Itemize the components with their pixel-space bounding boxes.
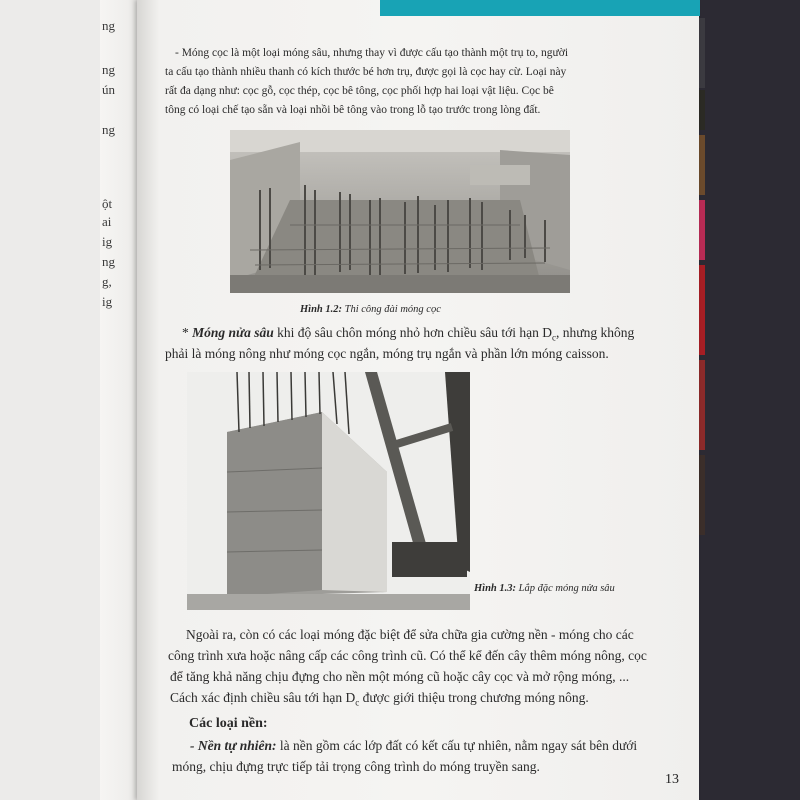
paragraph-line: công trình xưa hoặc nâng cấp các công trình cũ. Có thể kể đến cây thêm móng nông, cọc [168,648,647,663]
section-heading: Các loại nền: [189,716,268,731]
paragraph-text: khi độ sâu chôn móng nhỏ hơn chiều sâu tới hạn D [277,325,552,340]
paragraph-line: để tăng khả năng chịu đựng cho nền một móng cũ hoặc cây cọc và mở rộng móng, ... [170,669,630,684]
figure-caption [474,583,615,594]
term-mong-nua-sau: Móng nửa sâu [192,325,274,340]
paragraph-line: móng, chịu đựng trực tiếp tải trọng công trình do móng truyền sang. [172,759,540,774]
subscript: c [355,697,360,708]
left-page-fragment: ng [102,254,115,269]
paragraph-line [170,687,589,714]
page-number: 13 [665,772,679,787]
subscript: c [552,332,556,343]
bullet-marker: * [182,325,189,340]
left-page-fragment: ột [102,196,113,211]
paragraph-line: rất đa dạng như: cọc gỗ, cọc thép, cọc bê tông, cọc phối hợp hai loại vật liệu. Cọc bê [165,85,554,97]
figure-caption-text: Thi công đài móng cọc [344,304,441,315]
left-page-fragment: ai [102,214,112,229]
paragraph-line: Ngoài ra, còn có các loại móng đặc biệt để sửa chữa gia cường nền - móng cho các [186,627,634,642]
figure-caption-text: Lắp đặc móng nửa sâu [518,583,615,594]
left-page-fragment: ún [102,82,115,97]
term-nen-tu-nhien: - Nền tự nhiên: [190,738,277,753]
left-page-fragment: ig [102,234,113,249]
paragraph-text: , nhưng không [556,325,635,340]
paragraph-text: được giới thiệu trong chương móng nông. [359,690,589,705]
left-page-fragment: ng [102,122,115,137]
page-top-edge [380,0,700,16]
left-page-fragment: g, [102,274,112,289]
left-page-fragment: ng [102,62,115,77]
left-page-fragment: ng [102,18,115,33]
left-page-edge [100,0,140,800]
paragraph-line: tông có loại chế tạo sẵn và loại nhồi bê tông vào trong lỗ tạo trước trong lòng đất. [165,104,541,116]
paragraph-line: ta cấu tạo thành nhiều thanh có kích thước bé hơn trụ, được gọi là cọc hay cừ. Loại này [165,66,567,78]
paragraph-line: phải là móng nông như móng cọc ngắn, móng trụ ngắn và phần lớn móng caisson. [165,346,609,361]
paragraph-text: là nền gồm các lớp đất có kết cấu tự nhiên, nằm ngay sát bên dưới [276,738,638,753]
paragraph-text: Cách xác định chiều sâu tới hạn D [170,690,356,705]
left-page-fragment: ig [102,294,113,309]
paragraph-line [190,735,637,757]
figure-label: Hình 1.2: [300,304,343,315]
figure-caption [300,304,441,315]
paragraph-line: - Móng cọc là một loại móng sâu, nhưng thay vì được cấu tạo thành một trụ to, người [175,47,569,59]
figure-label: Hình 1.3: [474,583,517,594]
foundation-construction-photo [230,130,570,293]
semi-deep-foundation-photo [187,372,470,610]
